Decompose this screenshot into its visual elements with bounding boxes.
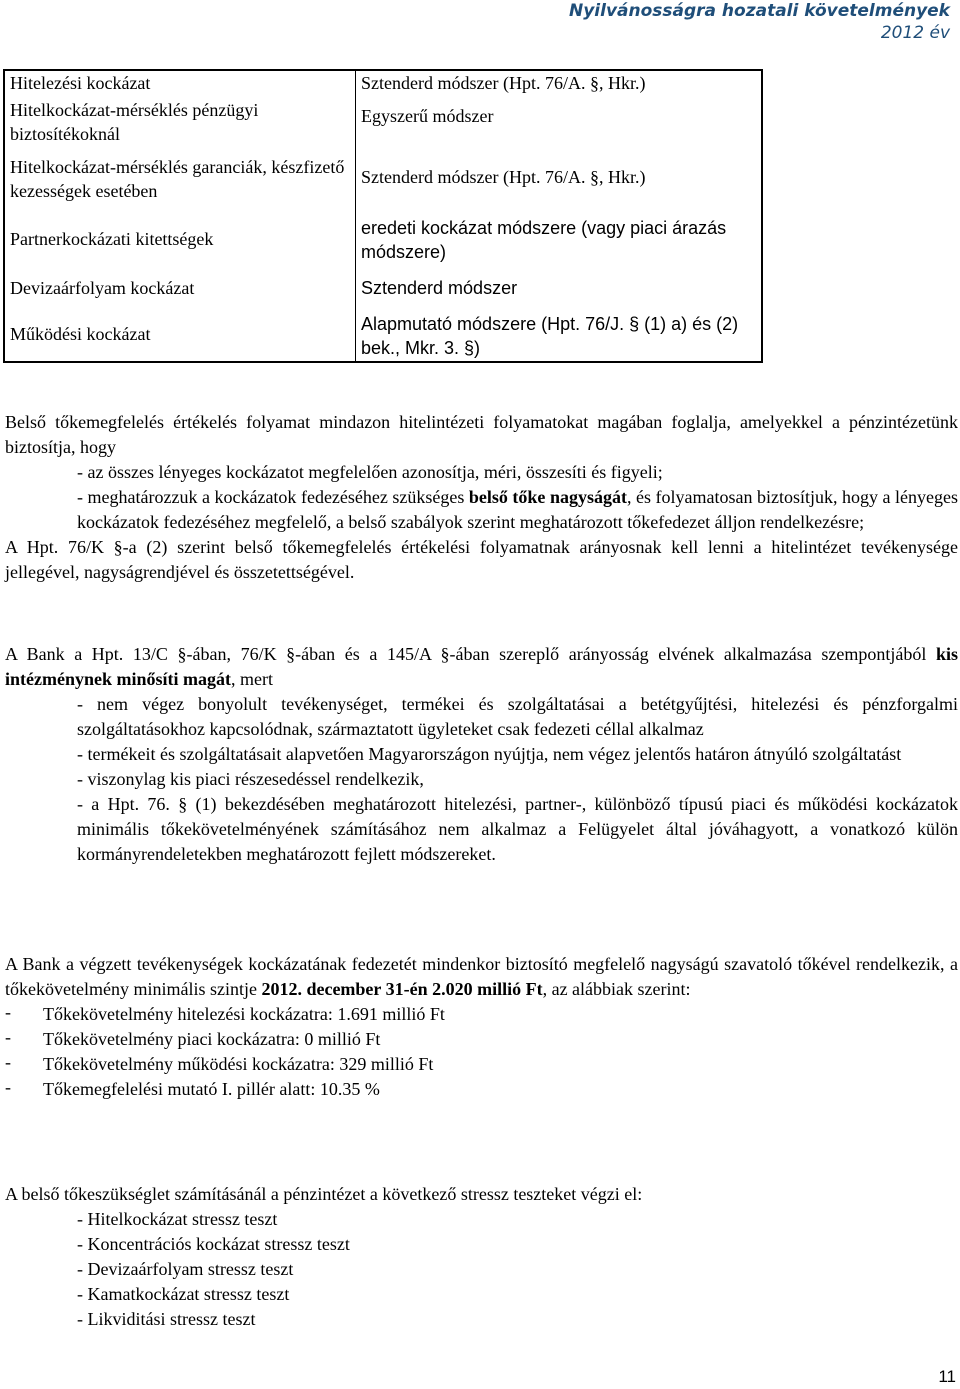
- capital-item: [5, 1052, 958, 1077]
- icaap-item: - az összes lényeges kockázatot megfelelően azonosítja, méri, összesíti és figyeli;: [77, 462, 663, 482]
- icaap-intro: Belső tőkemegfelelés értékelés folyamat mindazon hitelintézeti folyamatokat magában foglalja, amelyekkel a pénzintézetünk biztosítja, hogy: [5, 412, 958, 457]
- bold-text: belső tőke nagyságát: [468, 487, 627, 507]
- proportionality-item: - a Hpt. 76. § (1) bekezdésében meghatározott hitelezési, partner-, különböző típusú piaci és működési kockázatok minimális tőkekövetelményének számításához nem alkalmaz a Felügyelet által jóváhagyott, a vonatkozó külön kormányrendeletekben meghatározott fejlett módszereket.: [77, 794, 958, 864]
- method-cell: Sztenderd módszer (Hpt. 76/A. §, Hkr.): [361, 73, 646, 93]
- header-year: 2012 év: [880, 23, 950, 43]
- stress-test-item: - Kamatkockázat stressz teszt: [77, 1284, 290, 1304]
- stress-test-item: - Devizaárfolyam stressz teszt: [77, 1259, 294, 1279]
- table-row: [4, 98, 762, 155]
- stress-test-item: - Koncentrációs kockázat stressz teszt: [77, 1234, 350, 1254]
- dash: -: [5, 1052, 11, 1072]
- risk-cell: Működési kockázat: [4, 306, 356, 362]
- stress-test-intro: A belső tőkeszükséglet számításánál a pénzintézet a következő stressz teszteket végzi el:: [5, 1184, 643, 1204]
- stress-test-item: - Likviditási stressz teszt: [77, 1309, 256, 1329]
- capital-item: [5, 1027, 958, 1052]
- table-row: [4, 272, 762, 306]
- capital-item-text: Tőkekövetelmény hitelezési kockázatra: 1.691 millió Ft: [43, 1004, 445, 1024]
- proportionality-item: - viszonylag kis piaci részesedéssel rendelkezik,: [77, 769, 424, 789]
- capital-section: [5, 952, 958, 1102]
- text-run: A Bank a végzett tevékenységek kockázatának fedezetét mindenkor biztosító megfelelő nagyságú szavatoló tőkével rendelkezik, a tőkekövetelmény minimális szintje: [5, 954, 958, 999]
- proportionality-section: [5, 642, 958, 867]
- risk-cell: Partnerkockázati kitettségek: [4, 212, 356, 272]
- text-run: A Bank a Hpt. 13/C §-ában, 76/K §-ában és a 145/A §-ában szereplő arányosság elvének alkalmazása szempontjából: [5, 644, 936, 664]
- capital-intro: [5, 952, 958, 1002]
- capital-item: [5, 1077, 958, 1102]
- dash: -: [5, 1077, 11, 1097]
- proportionality-item: - termékeit és szolgáltatásait alapvetően Magyarországon nyújtja, nem végez jelentős határon átnyúló szolgáltatást: [77, 744, 902, 764]
- method-cell: eredeti kockázat módszere (vagy piaci árazás módszere): [361, 218, 727, 262]
- dash: -: [5, 1002, 11, 1022]
- page-number: 11: [938, 1367, 956, 1386]
- header-title: Nyilvánosságra hozatali követelmények: [568, 1, 950, 21]
- method-cell: Sztenderd módszer: [361, 278, 518, 298]
- risk-cell: Hitelezési kockázat: [4, 70, 356, 98]
- method-cell: Egyszerű módszer: [361, 106, 494, 126]
- risk-method-table: [3, 69, 763, 363]
- proportionality-intro: [5, 642, 958, 692]
- risk-cell: Hitelkockázat-mérséklés pénzügyi biztosítékoknál: [4, 98, 356, 155]
- text-run: , mert: [230, 669, 273, 689]
- method-cell: Alapmutató módszere (Hpt. 76/J. § (1) a) és (2) bek., Mkr. 3. §): [361, 314, 739, 358]
- capital-item: [5, 1002, 958, 1027]
- capital-item-text: Tőkekövetelmény piaci kockázatra: 0 millió Ft: [43, 1029, 381, 1049]
- table-row: [4, 306, 762, 362]
- dash: -: [5, 1027, 11, 1047]
- table-row: [4, 155, 762, 212]
- text-run: - meghatározzuk a kockázatok fedezéséhez szükséges: [77, 487, 469, 507]
- table-row: [4, 212, 762, 272]
- stress-test-item: - Hitelkockázat stressz teszt: [77, 1209, 278, 1229]
- icaap-item: [5, 485, 958, 535]
- risk-cell: Hitelkockázat-mérséklés garanciák, készfizető kezességek esetében: [4, 155, 356, 212]
- capital-item-text: Tőkekövetelmény működési kockázatra: 329 millió Ft: [43, 1054, 434, 1074]
- page-header: [569, 0, 950, 44]
- bold-text: 2012. december 31-én 2.020 millió Ft: [261, 979, 543, 999]
- icaap-section: [5, 410, 958, 585]
- method-cell: Sztenderd módszer (Hpt. 76/A. §, Hkr.): [361, 167, 646, 187]
- stress-test-section: [5, 1182, 958, 1332]
- capital-item-text: Tőkemegfelelési mutató I. pillér alatt: 10.35 %: [43, 1079, 380, 1099]
- proportionality-item: - nem végez bonyolult tevékenységet, termékei és szolgáltatásai a betétgyűjtési, hitelezési és pénzforgalmi szolgáltatásokhoz kapcsolódnak, származtatott ügyleteket csak fedezeti céllal alkalmaz: [77, 694, 958, 739]
- icaap-closing: A Hpt. 76/K §-a (2) szerint belső tőkemegfelelés értékelési folyamatnak arányosnak kell lenni a hitelintézet tevékenysége jellegével, nagyságrendjével és összetettségével.: [5, 537, 958, 582]
- text-run: , és folyamatosan biztosítjuk, hogy a lényeges kockázatok fedezéséhez megfelelő, a belső szabályok szerint meghatározott tőkefedezet álljon rendelkezésre;: [77, 487, 958, 532]
- text-run: , az alábbiak szerint:: [542, 979, 691, 999]
- bold-text: kis intézménynek minősíti magát: [5, 644, 958, 689]
- table-row: [4, 70, 762, 98]
- risk-cell: Devizaárfolyam kockázat: [4, 272, 356, 306]
